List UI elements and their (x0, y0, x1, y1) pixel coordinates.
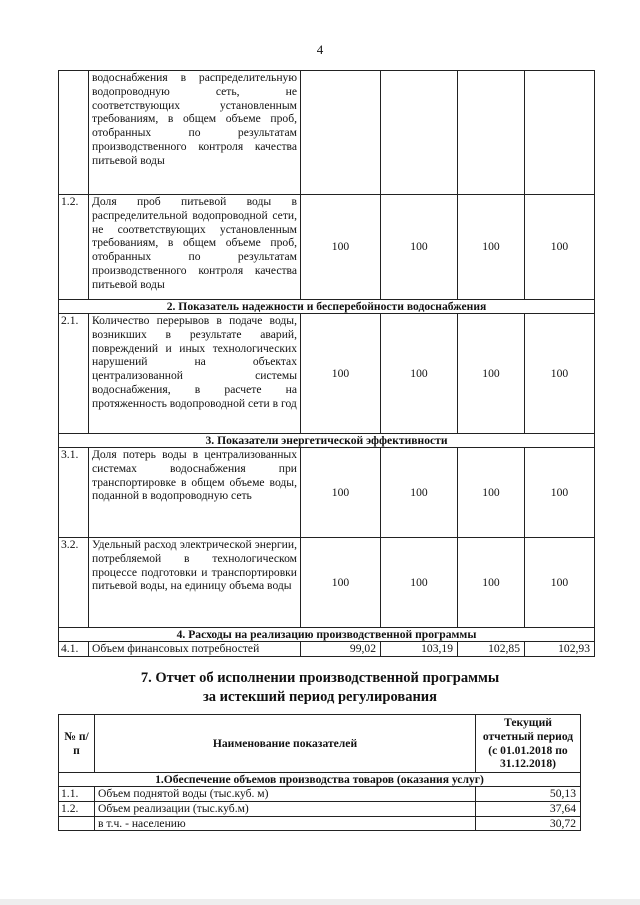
table-row (59, 816, 581, 831)
row-value: 30,72 (476, 816, 581, 831)
row-value: 102,93 (525, 642, 595, 657)
row-number: 4.1. (59, 642, 89, 657)
section-row (59, 300, 595, 314)
row-number: 1.2. (59, 195, 89, 300)
row-value: 100 (301, 195, 381, 300)
row-name: Объем поднятой воды (тыс.куб. м) (95, 787, 476, 802)
row-value: 100 (301, 314, 381, 434)
row-value: 102,85 (458, 642, 525, 657)
row-value: 50,13 (476, 787, 581, 802)
table-row (59, 642, 595, 657)
row-description: Доля потерь воды в централизованных системах водоснабжения при транспортировке в общем объеме воды, поданной в водопроводную сеть (89, 448, 301, 538)
section-row (59, 773, 581, 787)
report-table (58, 714, 581, 831)
section-title: 1.Обеспечение объемов производства товаров (оказания услуг) (59, 773, 581, 787)
section-row (59, 628, 595, 642)
header-period: Текущий отчетный период (с 01.01.2018 по 31.12.2018) (476, 715, 581, 773)
row-value: 100 (458, 314, 525, 434)
header-row (59, 715, 581, 773)
row-name: Объем реализации (тыс.куб.м) (95, 801, 476, 816)
table-row (59, 314, 595, 434)
section-title: 3. Показатели энергетической эффективности (59, 434, 595, 448)
table-row (59, 801, 581, 816)
row-description: Объем финансовых потребностей (89, 642, 301, 657)
row-value: 37,64 (476, 801, 581, 816)
table-row (59, 787, 581, 802)
row-name: в т.ч. - населению (95, 816, 476, 831)
row-value: 100 (525, 538, 595, 628)
table-row (59, 71, 595, 195)
row-number: 1.1. (59, 787, 95, 802)
row-value: 100 (381, 538, 458, 628)
row-value: 100 (381, 314, 458, 434)
row-value: 100 (301, 538, 381, 628)
table-row (59, 448, 595, 538)
header-name: Наименование показателей (95, 715, 476, 773)
row-value: 100 (525, 448, 595, 538)
row-number: 3.1. (59, 448, 89, 538)
row-value: 100 (381, 448, 458, 538)
row-value: 100 (301, 448, 381, 538)
row-description: Доля проб питьевой воды в распределительной водопроводной сети, не соответствующих установленным требованиям, в общем объеме проб, отобранных по результатам производственного контроля качества питьевой воды (89, 195, 301, 300)
section-heading: 7. Отчет об исполнении производственной программы (140, 670, 500, 686)
section-title: 2. Показатель надежности и бесперебойности водоснабжения (59, 300, 595, 314)
row-number (59, 816, 95, 831)
row-value: 100 (381, 195, 458, 300)
table-row (59, 195, 595, 300)
row-value: 100 (525, 314, 595, 434)
section-title: 4. Расходы на реализацию производственной программы (59, 628, 595, 642)
header-number: № п/п (59, 715, 95, 773)
section-subheading: за истекший период регулирования (202, 689, 438, 705)
row-number: 2.1. (59, 314, 89, 434)
scan-edge (0, 899, 640, 905)
row-value: 100 (458, 448, 525, 538)
row-number: 3.2. (59, 538, 89, 628)
page-number: 4 (316, 42, 324, 57)
indicators-table (58, 70, 595, 657)
table-row (59, 538, 595, 628)
row-value: 99,02 (301, 642, 381, 657)
row-value: 100 (458, 538, 525, 628)
row-value: 100 (525, 195, 595, 300)
row-description: Удельный расход электрической энергии, потребляемой в технологическом процессе подготовки и транспортировки питьевой воды, на единицу объема воды (89, 538, 301, 628)
row-value: 100 (458, 195, 525, 300)
row-value: 103,19 (381, 642, 458, 657)
row-description: водоснабжения в распределительную водопроводную сеть, не соответствующих установленным требованиям, в общем объеме проб, отобранных по результатам производственного контроля качества питьевой воды (89, 71, 301, 195)
row-description: Количество перерывов в подаче воды, возникших в результате аварий, повреждений и иных технологических нарушений на объектах централизованной системы водоснабжения, в расчете на протяженность водопроводной сети в год (89, 314, 301, 434)
row-number: 1.2. (59, 801, 95, 816)
section-row (59, 434, 595, 448)
